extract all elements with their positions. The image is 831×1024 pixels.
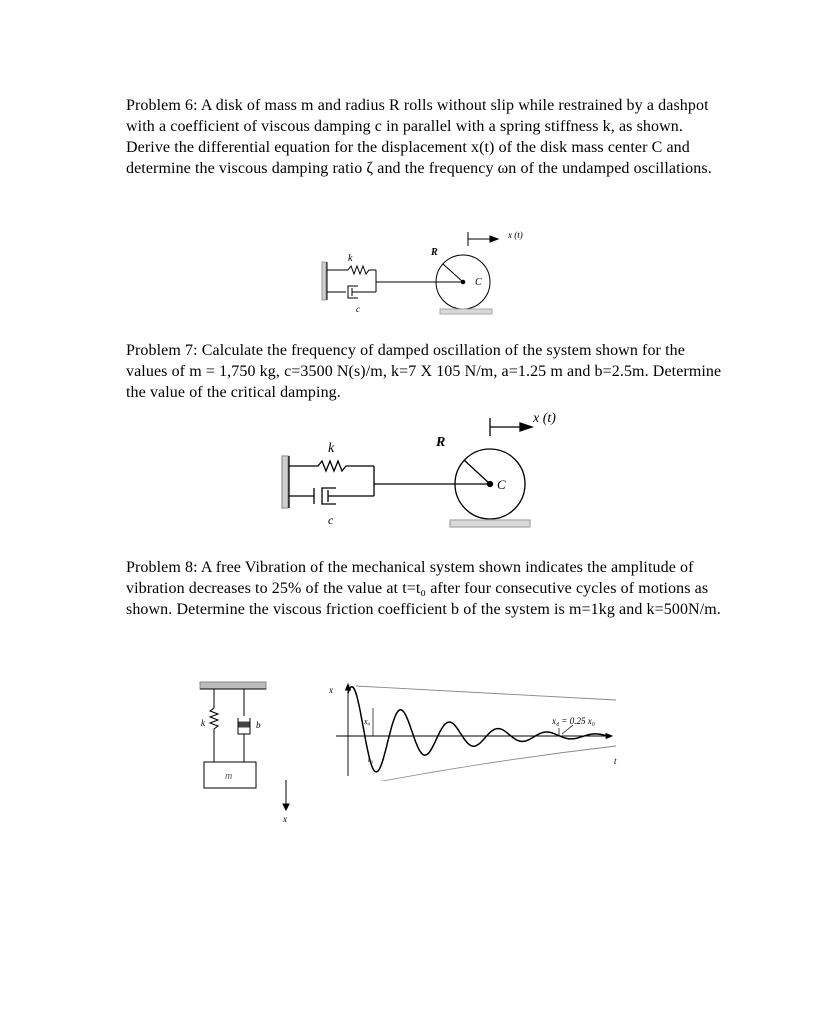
label-x0: x₀ <box>364 717 371 726</box>
label-k: k <box>201 718 205 728</box>
label-m: m <box>225 771 233 782</box>
x4-pointer <box>562 725 573 734</box>
label-xt: x (t) <box>508 230 523 240</box>
label-x-bottom: x <box>283 814 287 824</box>
x-arrowhead <box>283 804 289 810</box>
disp-arrowhead <box>520 423 532 431</box>
label-c: c <box>356 304 360 314</box>
label-C: C <box>475 277 482 288</box>
problem-8-decay-plot <box>326 676 626 781</box>
problem-7-text <box>126 340 726 403</box>
label-b: b <box>256 720 261 730</box>
label-k: k <box>328 441 335 456</box>
radius-line <box>464 460 490 484</box>
upper-envelope <box>356 686 616 700</box>
label-C: C <box>497 477 506 492</box>
problem-8-text <box>126 557 726 620</box>
label-t0: t₀ <box>368 755 374 764</box>
spring-k <box>327 266 376 274</box>
damper-piston <box>239 722 249 727</box>
label-t: t <box>614 756 617 766</box>
label-c: c <box>328 513 334 527</box>
decaying-oscillation-curve <box>348 687 611 772</box>
label-x4: x₄ = 0.25 x₀ <box>552 716 595 726</box>
spring-k <box>210 689 218 762</box>
ground <box>450 520 530 527</box>
wall-hatch <box>322 262 326 300</box>
radius-line <box>443 264 463 282</box>
spring-k <box>289 461 374 471</box>
problem-7-figure <box>278 408 568 532</box>
label-x-axis: x <box>329 685 333 695</box>
label-R: R <box>431 247 438 258</box>
ceiling-hatch <box>200 682 266 689</box>
ground <box>440 309 492 314</box>
problem-6-figure <box>318 226 548 318</box>
wall-hatch <box>282 456 288 508</box>
label-xt: x (t) <box>533 411 556 426</box>
label-R: R <box>436 435 446 450</box>
problem-6-paragraph: Problem 6: A disk of mass m and radius R rolls without slip while restrained by a dashpot with a coefficient of viscous damping c in parallel with a spring stiffness k, as shown. Derive the differential equation for the displacement x(t) of the disk mass center C and determine the viscous damping ratio ζ and the frequency ωn of the undamped oscillations. <box>126 97 712 177</box>
problem-7-paragraph: Problem 7: Calculate the frequency of damped oscillation of the system shown for the values of m = 1,750 kg, c=3500 N(s)/m, k=7 X 105 N/m, a=1.25 m and b=2.5m. Determine the value of the critical damping. <box>126 342 722 401</box>
label-k: k <box>348 253 353 264</box>
disp-arrowhead <box>490 236 498 242</box>
problem-8-paragraph: Problem 8: A free Vibration of the mechanical system shown indicates the amplitude of vibration decreases to 25% of the value at t=t₀ after four consecutive cycles of motions as shown. Determine the viscous friction coefficient b of the system is m=1kg and k=500N/m. <box>126 559 721 618</box>
problem-6-text <box>126 95 726 179</box>
problem-8-mass-spring-figure <box>192 676 302 826</box>
